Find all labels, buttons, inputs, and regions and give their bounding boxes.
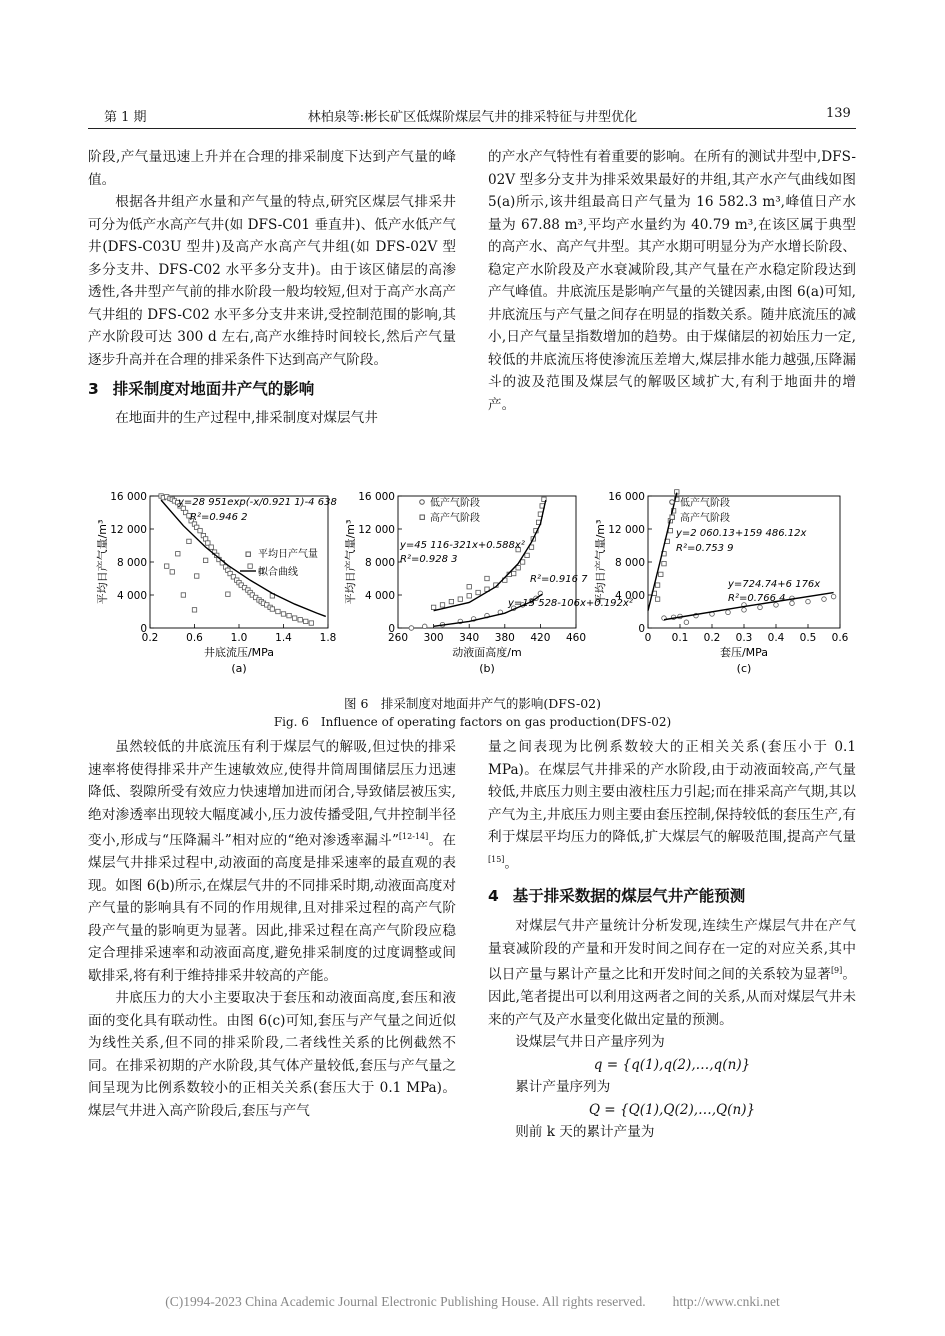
fit-r2: R²=0.916 7 xyxy=(530,574,588,585)
data-point-low xyxy=(806,599,811,604)
legend-item: 低产气阶段 xyxy=(680,498,730,509)
issue-label: 第 1 期 xyxy=(104,110,147,125)
legend-item: 高产气阶段 xyxy=(430,513,480,524)
legend-marker-high xyxy=(670,515,674,519)
data-point xyxy=(248,564,252,568)
y-tick-label: 4 000 xyxy=(116,590,147,602)
paragraph: 的产水产气特性有着重要的影响。在所有的测试井型中,DFS-02V 型多分支井为排采效果最好的井组,其产水产气曲线如图 5(a)所示,该井组最高日产气量为 16 582.3 m³,峰值日产水量为 67.88 m³,平均产水量约为 40.79 m³,在该区属于典型的高产水、高产气井型。其产水期可明显分为产水增长阶段、稳定产水阶段及产水衰减阶段,其产气量在产水稳定阶段达到产气峰值。井底流压是影响产气量的关键因素,由图 6(a)可知,井底流压与产气量之间存在明显的指数关系。随井底流压的减小,日产气量呈指数增加的趋势。由于煤储层的初始压力一定,较低的井底流压将使渗流压差增大,煤层排水能力越强,压降漏斗的波及范围及煤层气的解吸区域扩大,有利于地面井的增产。 xyxy=(488,149,856,413)
data-point xyxy=(270,607,274,611)
fit-equation: y=45 116-321x+0.588x² xyxy=(400,540,525,551)
copyright-footer: (C)1994-2023 China Academic Journal Electronic Publishing House. All rights reserved. http://www.cnki.net xyxy=(165,1294,780,1309)
page-number: 139 xyxy=(826,106,851,121)
data-point-low xyxy=(758,605,763,610)
y-tick-label: 0 xyxy=(388,623,395,635)
data-point-high xyxy=(655,583,659,587)
data-point xyxy=(170,570,174,574)
header-rule xyxy=(88,128,856,129)
data-point xyxy=(192,608,196,612)
data-point-low xyxy=(742,608,747,613)
y-tick-label: 16 000 xyxy=(358,491,395,503)
data-point-high xyxy=(476,590,480,594)
x-axis-label: 井底流压/MPa xyxy=(203,646,275,659)
fit-equation: y=2 060.13+159 486.12x xyxy=(676,528,807,539)
data-point-high xyxy=(520,560,524,564)
paragraph: 则前 k 天的累计产量为 xyxy=(515,1124,655,1141)
fit-equation: y=724.74+6 176x xyxy=(728,579,821,590)
paragraph: 在地面井的生产过程中,排采制度对煤层气井 xyxy=(115,409,378,426)
running-title: 林柏泉等:彬长矿区低煤阶煤层气井的排采特征与井型优化 xyxy=(307,110,638,125)
data-point xyxy=(187,539,191,543)
section-heading-3: 3 排采制度对地面井产气的影响 xyxy=(88,380,315,398)
data-point-high xyxy=(467,585,471,589)
paragraph: 累计产量序列为 xyxy=(515,1079,611,1096)
x-tick-label: 420 xyxy=(530,632,551,644)
y-tick-label: 12 000 xyxy=(608,524,645,536)
x-tick-label: 380 xyxy=(494,632,515,644)
paragraph: 井底压力的大小主要取决于套压和动液面高度,套压和液面的变化具有联动性。由图 6(c)可知,套压与产气量之间近似为线性关系,但不同的排采阶段,二者线性关系的比例截然不同。在排采初期的产水阶段,其气体产量较低,套压与产气量之间呈现为比例系数较小的正相关关系(套压大于 0.1 MPa)。煤层气井进入高产阶段后,套压与产气 xyxy=(88,990,456,1119)
data-point-high xyxy=(662,561,666,565)
data-point-high xyxy=(485,576,489,580)
data-point-low xyxy=(684,620,689,625)
left-column-bottom xyxy=(88,736,456,1122)
fit-r2: R²=0.928 3 xyxy=(400,554,458,565)
data-point-high xyxy=(440,603,444,607)
x-tick-label: 0.5 xyxy=(799,632,817,644)
paragraph: 量之间表现为比例系数较大的正相关关系(套压小于 0.1 MPa)。在煤层气井排采的产水阶段,由于动液面较高,产气量较低,井底压力则主要由液柱压力引起;而在排采高产气期,其以产气为主,井底压力则主要由套压控制,保持较低的套压生产,有利于煤层平均压力的降低,扩大煤层气的解吸范围,提高产气量[15]。 xyxy=(488,739,856,872)
data-point xyxy=(304,619,308,623)
x-tick-label: 0.4 xyxy=(767,632,785,644)
x-tick-label: 300 xyxy=(423,632,444,644)
citation[interactable]: [12-14] xyxy=(398,832,429,841)
x-tick-label: 0.2 xyxy=(141,632,159,644)
data-point-high xyxy=(467,594,471,598)
left-column-top xyxy=(88,146,456,429)
x-tick-label: 0.1 xyxy=(671,632,689,644)
equation-q: q = {q(1),q(2),…,q(n)} xyxy=(593,1056,751,1073)
y-tick-label: 16 000 xyxy=(608,491,645,503)
legend-marker-low xyxy=(670,500,675,505)
data-point xyxy=(226,592,230,596)
x-tick-label: 0 xyxy=(644,632,652,644)
y-axis-label: 平均日产气量/m³ xyxy=(594,519,607,605)
fit-r2: R²=0.753 9 xyxy=(676,543,734,554)
y-axis-label: 平均日产气量/m³ xyxy=(344,519,357,605)
panel-label: (c) xyxy=(736,662,752,675)
legend-marker-high xyxy=(420,515,424,519)
x-tick-label: 1.0 xyxy=(230,632,248,644)
data-point xyxy=(176,552,180,556)
data-point-high xyxy=(655,597,659,601)
y-tick-label: 4 000 xyxy=(614,590,645,602)
paragraph: 虽然较低的井底流压有利于煤层气的解吸,但过快的排采速率将使得排采井产生速敏效应,使得井筒周围储层压力迅速降低、裂隙所受有效应力快速增加进而闭合,导致储层被压实,绝对渗透率出现较大幅度减小,压力波传播受阻,气井控制半径变小,形成与“压降漏斗”相对应的“绝对渗透率漏斗”[12-14]。在煤层气井排采过程中,动液面的高度是排采速率的最直观的表现。如图 6(b)所示,在煤层气井的不同排采时期,动液面高度对产气量的影响具有不同的作用规律,且对排采过程的高产气阶段产气量的影响更为显著。因此,排采过程在高产气阶段应稳定合理排采速率和动液面高度,避免排采制度的过度调整或间歇排采,将有利于维持排采井较高的产能。 xyxy=(88,739,456,984)
data-point-high xyxy=(449,599,453,603)
y-tick-label: 0 xyxy=(140,623,147,635)
right-column-bottom xyxy=(488,736,856,1144)
paragraph: 对煤层气井产量统计分析发现,连续生产煤层气井在产气量衰减阶段的产量和开发时间之间存在一定的对应关系,其中以日产量与累计产量之比和开发时间之间的关系较为显著[9]。因此,笔者提出可以利用这两者之间的关系,从而对煤层气井未来的产气及产水量变化做出定量的预测。 xyxy=(488,918,856,1028)
data-point-low xyxy=(409,626,414,631)
data-point-low xyxy=(790,601,795,606)
data-point xyxy=(181,593,185,597)
data-point xyxy=(298,618,302,622)
legend-item: 低产气阶段 xyxy=(430,498,480,509)
fit-curve-high xyxy=(648,493,677,611)
data-point-low xyxy=(831,594,836,599)
y-tick-label: 8 000 xyxy=(614,557,645,569)
x-axis-label: 动液面高度/m xyxy=(452,646,522,659)
fit-r2: R²=0.946 2 xyxy=(190,512,248,523)
panel-label: (b) xyxy=(479,662,495,675)
data-point xyxy=(287,613,291,617)
x-tick-label: 0.6 xyxy=(831,632,849,644)
data-point-low xyxy=(822,597,827,602)
figure-6 xyxy=(88,486,856,686)
legend-item: 平均日产气量 xyxy=(258,549,318,560)
x-tick-label: 0.6 xyxy=(186,632,203,644)
data-point-low xyxy=(726,610,731,615)
legend-item: 拟合曲线 xyxy=(258,567,298,578)
x-tick-label: 0.3 xyxy=(735,632,753,644)
paragraph: 根据各井组产水量和产气量的特点,研究区煤层气排采井可分为低产水高产气井(如 DFS-C01 垂直井)、低产水低产气井(DFS-C03U 型井)及高产水高产气井组(如 DFS-02V 型多分支井、DFS-C02 水平多分支井)。由于该区储层的高渗透性,各井型产气前的排水阶段一般均较短,但对于高产水高产气井组的 DFS-C02 水平多分支井来讲,受控制范围的影响,其产水阶段可达 300 d 左右,高产水维持时间较长,然后产气量逐步升高并在合理的排采条件下达到高产气阶段。 xyxy=(88,194,456,368)
data-point-high xyxy=(512,571,516,575)
y-tick-label: 12 000 xyxy=(358,524,395,536)
figure-caption-en: Fig. 6 Influence of operating factors on gas production(DFS-02) xyxy=(273,715,672,729)
y-tick-label: 16 000 xyxy=(110,491,147,503)
data-point-high xyxy=(525,553,529,557)
data-point-high xyxy=(668,528,672,532)
data-point xyxy=(198,528,202,532)
y-axis-label: 平均日产气量/m³ xyxy=(96,519,109,605)
data-point-low xyxy=(422,624,427,629)
data-point-high xyxy=(659,572,663,576)
data-point xyxy=(281,612,285,616)
y-tick-label: 8 000 xyxy=(364,557,395,569)
fit-equation: y=15 528-106x+0.192x² xyxy=(508,598,633,609)
section-heading-4: 4 基于排采数据的煤层气井产能预测 xyxy=(488,886,746,905)
x-tick-label: 460 xyxy=(565,632,587,644)
equation-Q: Q = {Q(1),Q(2),…,Q(n)} xyxy=(588,1101,756,1118)
panel-label: (a) xyxy=(231,662,247,675)
data-point xyxy=(195,574,199,578)
fit-equation: y=28 951exp(-x/0.921 1)-4 638 xyxy=(178,497,337,508)
y-tick-label: 8 000 xyxy=(116,557,147,569)
citation[interactable]: [15] xyxy=(488,854,505,864)
data-point xyxy=(203,558,207,562)
data-point xyxy=(309,621,313,625)
x-tick-label: 1.8 xyxy=(319,632,337,644)
paragraph: 阶段,产气量迅速上升并在合理的排采制度下达到产气量的峰值。 xyxy=(88,149,456,188)
x-tick-label: 0.2 xyxy=(703,632,721,644)
figure-caption-cn: 图 6 排采制度对地面井产气的影响(DFS-02) xyxy=(343,696,602,711)
x-tick-label: 260 xyxy=(387,632,409,644)
data-point-high xyxy=(431,605,435,609)
y-tick-label: 0 xyxy=(638,623,645,635)
data-point xyxy=(276,609,280,613)
legend-item: 高产气阶段 xyxy=(680,513,730,524)
x-axis-label: 套压/MPa xyxy=(719,646,769,659)
x-tick-label: 1.4 xyxy=(275,632,292,644)
paragraph: 设煤层气井日产量序列为 xyxy=(515,1034,665,1051)
y-tick-label: 12 000 xyxy=(110,524,147,536)
legend-marker-low xyxy=(420,500,425,505)
data-point-high xyxy=(458,597,462,601)
data-point xyxy=(292,616,296,620)
data-point xyxy=(209,545,213,549)
right-column-top xyxy=(488,146,856,416)
citation[interactable]: [9] xyxy=(830,966,843,976)
y-tick-label: 4 000 xyxy=(364,590,395,602)
data-point xyxy=(164,564,168,568)
x-tick-label: 340 xyxy=(459,632,480,644)
fit-r2: R²=0.766 4 xyxy=(728,593,786,604)
legend-marker-points xyxy=(246,552,250,556)
